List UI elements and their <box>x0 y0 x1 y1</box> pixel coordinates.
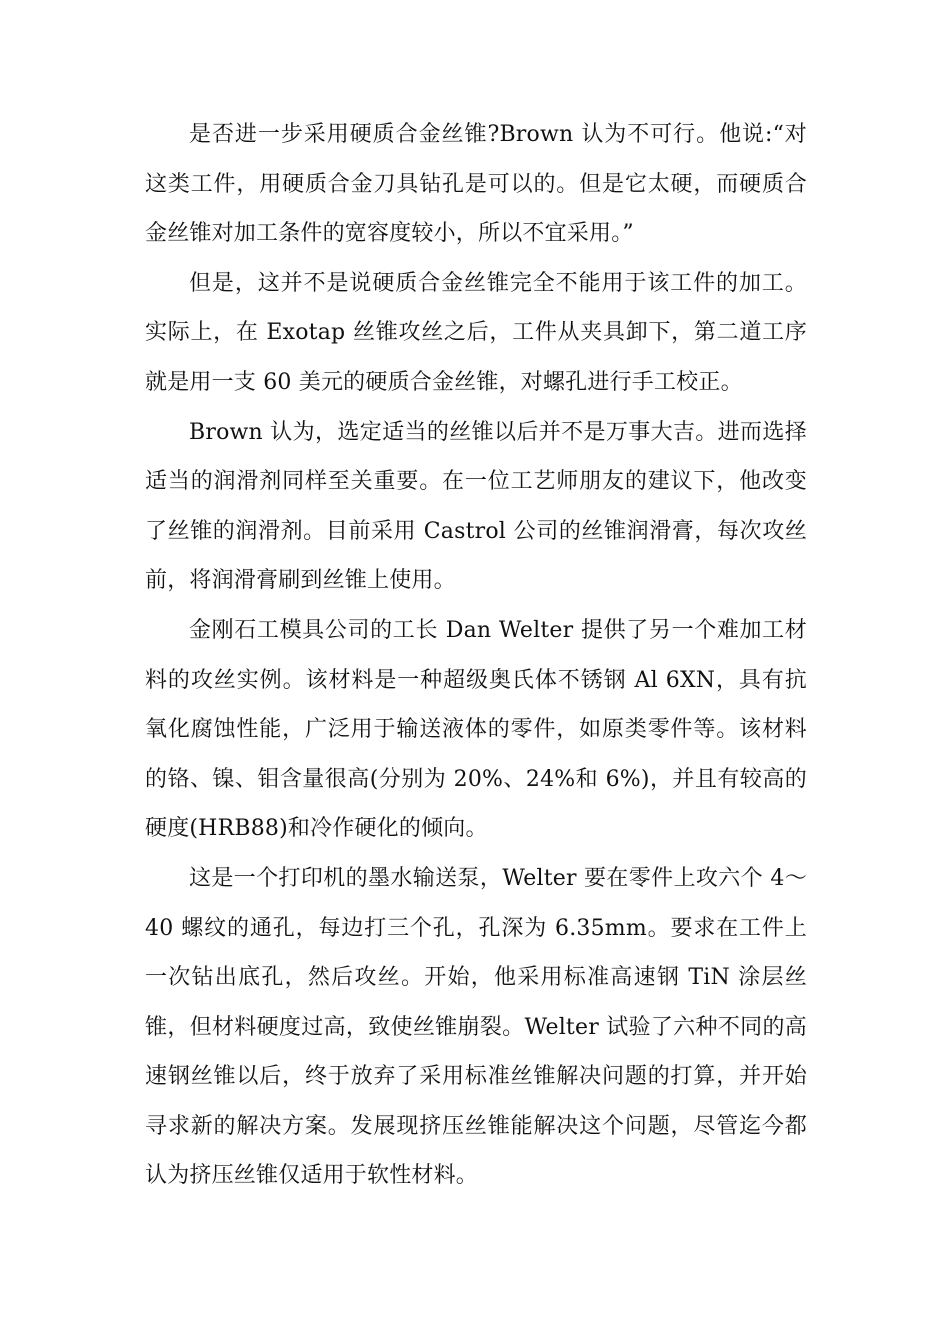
paragraph-1: 是否进一步采用硬质合金丝锥?Brown 认为不可行。他说:“对这类工件，用硬质合金刀具钻孔是可以的。但是它太硬，而硬质合金丝锥对加工条件的宽容度较小，所以不宜采用。” <box>145 122 807 247</box>
paragraph-3: Brown 认为，选定适当的丝锥以后并不是万事大吉。进而选择适当的润滑剂同样至关重要。在一位工艺师朋友的建议下，他改变了丝锥的润滑剂。目前采用 Castrol 公司的丝锥润滑膏，每次攻丝前，将润滑膏刷到丝锥上使用。 <box>145 419 807 594</box>
paragraph-2: 但是，这并不是说硬质合金丝锥完全不能用于该工件的加工。实际上，在 Exotap 丝锥攻丝之后，工件从夹具卸下，第二道工序就是用一支 60 美元的硬质合金丝锥，对螺孔进行手工校正。 <box>145 270 807 395</box>
document-body <box>145 110 807 1201</box>
paragraph-5: 这是一个打印机的墨水输送泵，Welter 要在零件上攻六个 4～40 螺纹的通孔，每边打三个孔，孔深为 6.35mm。要求在工件上一次钻出底孔，然后攻丝。开始，他采用标准高速钢 TiN 涂层丝锥，但材料硬度过高，致使丝锥崩裂。Welter 试验了六种不同的高速钢丝锥以后，终于放弃了采用标准丝锥解决问题的打算，并开始寻求新的解决方案。发展现挤压丝锥能解决这个问题，尽管迄今都认为挤压丝锥仅适用于软性材料。 <box>145 865 807 1189</box>
paragraph-4: 金刚石工模具公司的工长 Dan Welter 提供了另一个难加工材料的攻丝实例。该材料是一种超级奥氏体不锈钢 Al 6XN，具有抗氧化腐蚀性能，广泛用于输送液体的零件，如原类零件等。该材料的铬、镍、钼含量很高(分别为 20%、24%和 6%)，并且有较高的硬度(HRB88)和冷作硬化的倾向。 <box>145 617 807 842</box>
